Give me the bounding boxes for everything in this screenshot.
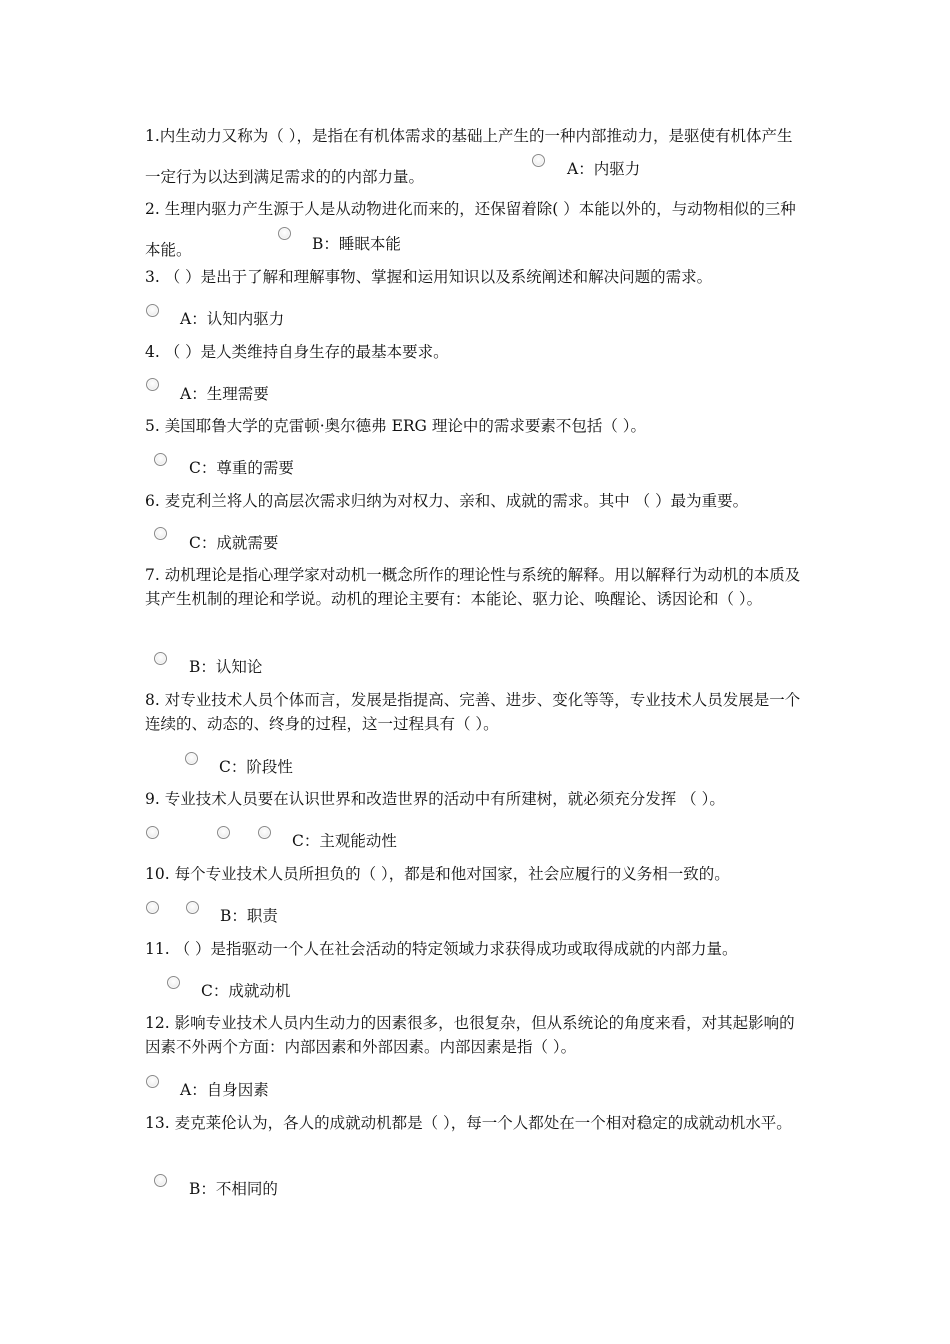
radio-option-4[interactable] — [146, 378, 159, 391]
question-6 — [145, 489, 807, 513]
question-8 — [145, 688, 807, 736]
question-10-text: 10. 每个专业技术人员所担负的（ ），都是和他对国家，社会应履行的义务相一致的。 — [145, 865, 730, 883]
question-6-text: 6. 麦克利兰将人的高层次需求归纳为对权力、亲和、成就的需求。其中 （ ）最为重要。 — [145, 492, 749, 510]
question-7-text: 7. 动机理论是指心理学家对动机一概念所作的理论性与系统的解释。用以解释行为动机的本质及其产生机制的理论和学说。动机的理论主要有：本能论、驱力论、唤醒论、诱因论和（ ）。 — [145, 566, 801, 608]
question-8-text: 8. 对专业技术人员个体而言，发展是指提高、完善、进步、变化等等，专业技术人员发展是一个连续的、动态的、终身的过程，这一过程具有（ ）。 — [145, 691, 801, 733]
radio-option-9a[interactable] — [146, 826, 159, 839]
answer-11: C：成就动机 — [201, 982, 291, 1000]
radio-option-5[interactable] — [154, 453, 167, 466]
answer-13: B：不相同的 — [189, 1180, 278, 1198]
radio-option-11[interactable] — [167, 976, 180, 989]
answer-row-12 — [0, 1071, 950, 1097]
answer-4: A：生理需要 — [180, 385, 269, 403]
question-7 — [145, 563, 807, 611]
answer-row-13 — [0, 1170, 950, 1196]
question-2-text: 2. 生理内驱力产生源于人是从动物进化而来的，还保留着除( ）本能以外的，与动物相似的三种本能。 — [145, 200, 796, 259]
answer-5: C：尊重的需要 — [189, 459, 294, 477]
answer-3: A：认知内驱力 — [180, 310, 285, 328]
radio-option-9c[interactable] — [258, 826, 271, 839]
radio-option-10a[interactable] — [146, 901, 159, 914]
question-12-text: 12. 影响专业技术人员内生动力的因素很多，也很复杂，但从系统论的角度来看，对其起影响的因素不外两个方面：内部因素和外部因素。内部因素是指（ ）。 — [145, 1014, 795, 1056]
question-10 — [145, 862, 807, 886]
radio-option-1[interactable] — [532, 154, 545, 167]
answer-row-3 — [0, 300, 950, 326]
answer-2: B：睡眠本能 — [312, 235, 401, 253]
question-4-text: 4. （ ）是人类维持自身生存的最基本要求。 — [145, 343, 449, 361]
answer-row-5 — [0, 450, 950, 476]
question-5 — [145, 414, 807, 438]
radio-option-10b[interactable] — [186, 901, 199, 914]
answer-12: A：自身因素 — [180, 1081, 269, 1099]
question-5-text: 5. 美国耶鲁大学的克雷顿·奥尔德弗 ERG 理论中的需求要素不包括（ ）。 — [145, 417, 647, 435]
question-11 — [145, 937, 807, 961]
answer-9: C：主观能动性 — [292, 832, 397, 850]
question-4 — [145, 340, 807, 364]
question-1-text: 1.内生动力又称为（ ），是指在有机体需求的基础上产生的一种内部推动力，是驱使有机体产生一定行为以达到满足需求的的内部力量。 — [145, 127, 793, 186]
answer-row-8 — [0, 748, 950, 774]
radio-option-12[interactable] — [146, 1075, 159, 1088]
answer-row-9 — [0, 822, 950, 848]
radio-option-9b[interactable] — [217, 826, 230, 839]
radio-option-7[interactable] — [154, 652, 167, 665]
question-9-text: 9. 专业技术人员要在认识世界和改造世界的活动中有所建树，就必须充分发挥 （ ）。 — [145, 790, 725, 808]
answer-10: B：职责 — [220, 907, 278, 925]
question-11-text: 11. （ ）是指驱动一个人在社会活动的特定领域力求获得成功或取得成就的内部力量。 — [145, 940, 738, 958]
question-13-text: 13. 麦克莱伦认为，各人的成就动机都是（ ），每一个人都处在一个相对稳定的成就动机水平。 — [145, 1114, 792, 1132]
answer-row-6 — [0, 524, 950, 550]
question-3-text: 3. （ ）是出于了解和理解事物、掌握和运用知识以及系统阐述和解决问题的需求。 — [145, 268, 713, 286]
answer-row-10 — [0, 897, 950, 923]
radio-option-6[interactable] — [154, 527, 167, 540]
question-9 — [145, 787, 807, 811]
answer-row-4 — [0, 374, 950, 403]
answer-row-11 — [0, 972, 950, 998]
answer-1: A：内驱力 — [567, 160, 641, 178]
radio-option-2[interactable] — [278, 227, 291, 240]
answer-row-7 — [0, 648, 950, 674]
answer-7: B：认知论 — [189, 658, 263, 676]
answer-8: C：阶段性 — [219, 758, 293, 776]
question-12 — [145, 1011, 807, 1059]
question-3 — [145, 265, 807, 289]
answer-6: C：成就需要 — [189, 534, 279, 552]
radio-option-13[interactable] — [154, 1174, 167, 1187]
radio-option-8[interactable] — [185, 752, 198, 765]
question-13 — [145, 1111, 807, 1135]
radio-option-3[interactable] — [146, 304, 159, 317]
